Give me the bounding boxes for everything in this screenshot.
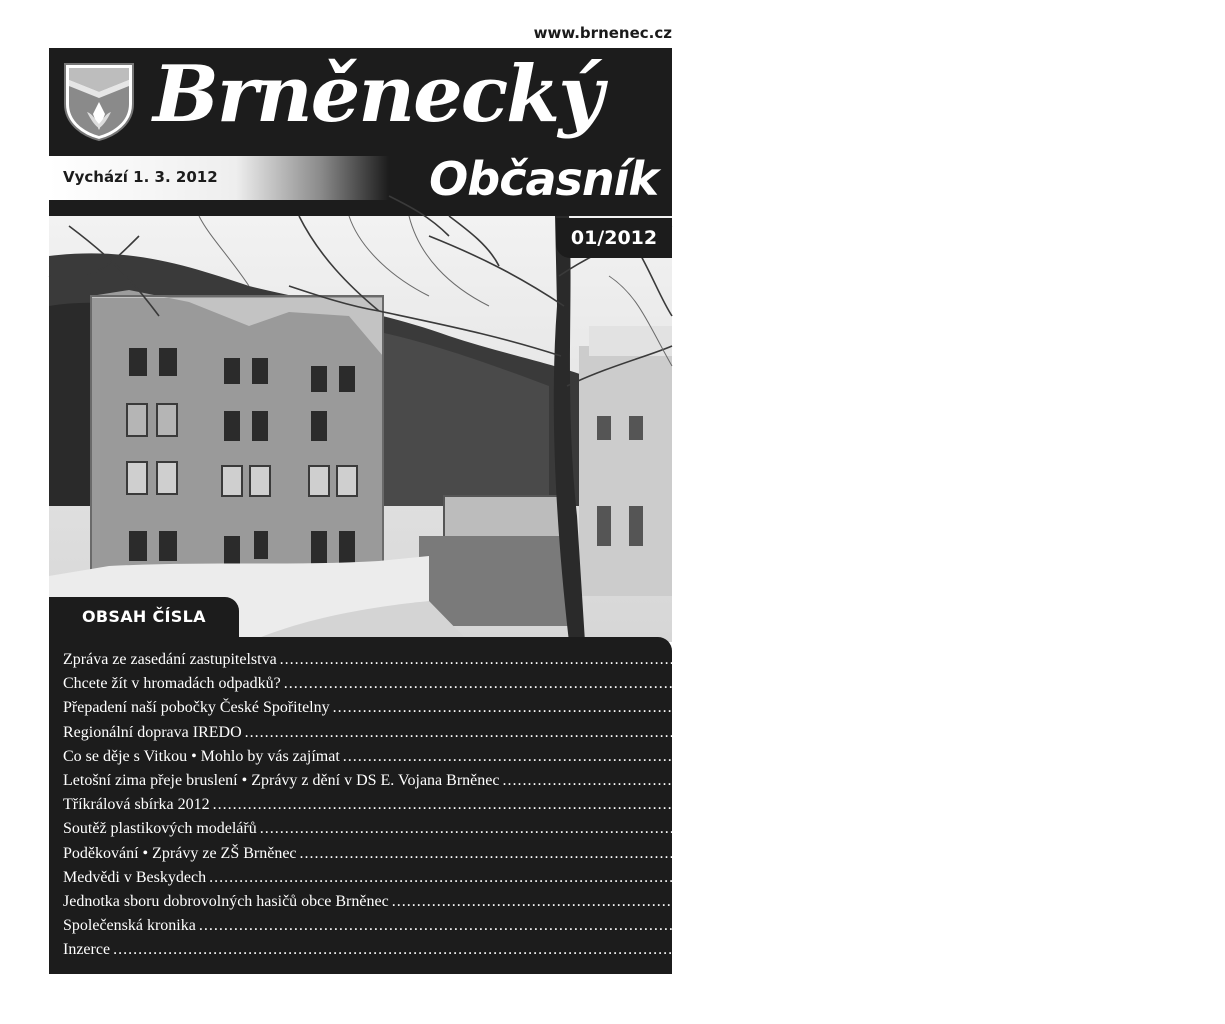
toc-item-title: Letošní zima přeje bruslení • Zprávy z dění v DS E. Vojana Brněnec [63,771,500,789]
toc-item[interactable] [63,868,961,893]
toc-item[interactable] [63,820,983,844]
issue-number: 01/2012 [570,227,658,249]
toc-item-title: Jednotka sboru dobrovolných hasičů obce Brněnec [63,892,389,910]
toc-item-page: 15 [905,917,922,935]
toc-item[interactable] [63,675,1007,699]
toc-item-page: 3 [998,675,1007,693]
toc-item-title: Soutěž plastikových modelářů [63,820,257,838]
toc-item-page: 4 – 5 [947,723,980,741]
toc-item-page: 9 [974,820,983,838]
toc-list [63,651,1225,965]
toc-item-page: 2 – 3 [982,651,1015,668]
toc-item-title: Co se děje s Vitkou • Mohlo by vás zajímat [63,747,340,765]
newspaper-title: Brněnecký [153,49,602,140]
toc-item-title: Společenská kronika [63,917,196,935]
toc-item[interactable] [63,651,1015,675]
toc-item[interactable] [63,771,1225,796]
toc-leader-dots: ............................................................................................................................................ [283,675,984,693]
toc-leader-dots: ............................................................................................................................................ [299,844,1000,862]
toc-leader-dots: ............................................................................................................................................ [502,771,1203,789]
toc-item-page: 8 [927,796,936,814]
toc-item-page: 3 [1047,699,1056,717]
toc-item[interactable] [63,747,1066,772]
toc-item[interactable] [63,892,1115,917]
toc-item[interactable] [63,917,922,941]
toc-item[interactable] [63,796,936,820]
toc-item-title: Regionální doprava IREDO [63,723,242,741]
toc-item-title: Inzerce [63,941,111,959]
toc-item[interactable] [63,941,837,965]
contents-heading-tab [49,597,239,637]
newspaper-subtitle: Občasník [429,152,658,206]
toc-item-title: Tříkrálová sbírka 2012 [63,796,210,814]
toc-item-page: 6 [1057,747,1066,765]
toc-leader-dots: ............................................................................................................................................ [244,723,945,741]
toc-item-title: Zpráva ze zasedání zastupitelstva [63,651,277,668]
contents-heading: OBSAH ČÍSLA [82,607,206,626]
toc-item-page: 7 [1217,771,1225,789]
coat-of-arms-icon [63,62,135,142]
toc-item-title: Přepadení naší pobočky České Spořitelny [63,699,330,717]
toc-leader-dots: ............................................................................................................................................ [259,820,960,838]
issue-number-tab [556,218,672,258]
toc-item-page: 14 [1098,892,1115,910]
toc-item[interactable] [63,699,1056,723]
toc-item[interactable] [63,723,980,748]
issue-date: Vychází 1. 3. 2012 [63,168,218,186]
toc-item-page: 10 – 11 [1002,844,1050,862]
cover-photo [49,216,672,642]
masthead [49,48,672,216]
toc-leader-dots: ............................................................................................................................................ [198,917,899,935]
toc-item-page: 16 [820,941,837,959]
toc-leader-dots: ............................................................................................................................................ [113,941,814,959]
toc-item[interactable] [63,844,1050,869]
toc-leader-dots: ............................................................................................................................................ [209,868,910,886]
toc-item-page: 12 – 13 [912,868,961,886]
website-url[interactable]: www.brnenec.cz [533,24,672,42]
toc-leader-dots: ............................................................................................................................................ [279,651,980,668]
toc-leader-dots: ............................................................................................................................................ [212,796,913,814]
toc-leader-dots: ............................................................................................................................................ [391,892,1092,910]
toc-leader-dots: ............................................................................................................................................ [342,747,1043,765]
toc-leader-dots: ............................................................................................................................................ [332,699,1033,717]
date-bar [49,156,389,200]
toc-item-title: Medvědi v Beskydech [63,868,207,886]
toc-item-title: Chcete žít v hromadách odpadků? [63,675,281,693]
toc-item-title: Poděkování • Zprávy ze ZŠ Brněnec [63,844,297,862]
table-of-contents [49,637,1225,974]
